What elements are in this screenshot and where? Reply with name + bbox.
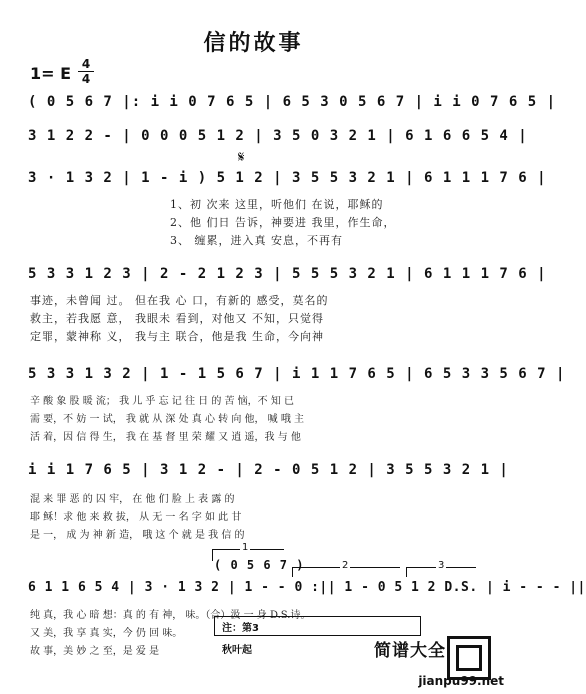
lyric-row-3-verse-3: 3、 缠累，进入真 安息，不再有 (170, 234, 343, 247)
footnote-label: 注：第3 (222, 623, 259, 634)
lyric-row-6-verse-2: 耶 稣！求 他 来 救 拔， 从 无 一 名 字 如 此 甘 (30, 512, 242, 523)
song-title: 信的故事 (203, 31, 304, 56)
footnote-credit: 秋叶起 (222, 645, 252, 656)
volta-1-bracket-start (212, 549, 213, 561)
notation-row-6: i i 1 7 6 5 | 3 1 2 - | 2 - 0 5 1 2 | 3 5 5 3 2 1 | (28, 462, 509, 478)
volta-1-notes: ( 0 5 6 7 ) (214, 558, 305, 572)
volta-1-number: 1 (242, 542, 249, 553)
time-signature-bottom: 4 (81, 72, 91, 86)
lyric-row-6-verse-1: 混 来 罪 恶 的 囚 牢， 在 他 们 脸 上 表 露 的 (30, 494, 235, 505)
volta-3-number: 3 (438, 560, 445, 571)
lyric-row-5-verse-2: 需 要，不 妨 一 试， 我 就 从 深 处 真 心 转 向 他， 喊 哦 主 (30, 414, 305, 425)
notation-row-5: 5 3 3 1 3 2 | 1 - 1 5 6 7 | i 1 1 7 6 5 | 6 5 3 3 5 6 7 | (28, 366, 566, 382)
notation-row-7: 6 1 1 6 5 4 | 3 · 1 3 2 | 1 - - 0 :|| 1 - 0 5 1 2 D.S. | i - - - || (28, 580, 586, 595)
lyric-row-5-verse-3: 活 着，因 信 得 生， 我 在 基 督 里 荣 耀 又 逍 遥，我 与 他 (30, 432, 301, 443)
volta-2-bracket-start (292, 567, 293, 577)
lyric-row-7-verse-1: 纯 真，我 心 暗 想：真 的 有 神， 味。（合）汲 一 身 D.S.诗。 (30, 610, 311, 621)
notation-row-3: 3 · 1 3 2 | 1 - i ) 5 1 2 | 3 5 5 3 2 1 | 6 1 1 1 7 6 | (28, 170, 547, 186)
site-logo-url: jianpu99.net (418, 674, 504, 688)
lyric-row-3-verse-2: 2、他 们日 告诉，神要进 我里，作生命， (170, 216, 396, 229)
lyric-row-6-verse-3: 是 一， 成 为 神 新 造， 哦 这 个 就 是 我 信 的 (30, 530, 245, 541)
time-signature-top: 4 (81, 57, 91, 71)
key-signature: 1= E (30, 64, 72, 83)
volta-3-bracket-start (406, 567, 407, 577)
lyric-row-4-verse-1: 事迹，未曾闻 过。 但在我 心 口，有新的 感受，莫名的 (30, 294, 329, 307)
notation-row-4: 5 3 3 1 2 3 | 2 - 2 1 2 3 | 5 5 5 3 2 1 | 6 1 1 1 7 6 | (28, 266, 547, 282)
time-signature (78, 58, 94, 85)
lyric-row-5-verse-1: 辛 酸 象 股 暖 流； 我 儿 乎 忘 记 往 日 的 苦 恼，不 知 已 (30, 396, 295, 407)
notation-row-1: ( 0 5 6 7 |: i i 0 7 6 5 | 6 5 3 0 5 6 7 | i i 0 7 6 5 | (28, 94, 557, 110)
site-logo-caption: 简谱大全 (374, 641, 446, 661)
lyric-row-3-verse-1: 1、初 次来 这里，听他们 在说，耶稣的 (170, 198, 384, 211)
segno-mark: 𝄋 (238, 148, 245, 166)
lyric-row-7-verse-2: 又 美，我 享 真 实，今 仍 回 味。 (30, 628, 183, 639)
lyric-row-4-verse-3: 定罪，蒙神称 义， 我与主 联合，他是我 生命，今向神 (30, 330, 324, 343)
lyric-row-4-verse-2: 救主，若我愿 意， 我眼未 看到，对他又 不知，只觉得 (30, 312, 324, 325)
lyric-row-7-verse-3: 故 事，美 妙 之 至，是 爱 是 (30, 646, 160, 657)
volta-2-number: 2 (342, 560, 349, 571)
notation-row-2: 3 1 2 2 - | 0 0 0 5 1 2 | 3 5 0 3 2 1 | 6 1 6 6 5 4 | (28, 128, 528, 144)
